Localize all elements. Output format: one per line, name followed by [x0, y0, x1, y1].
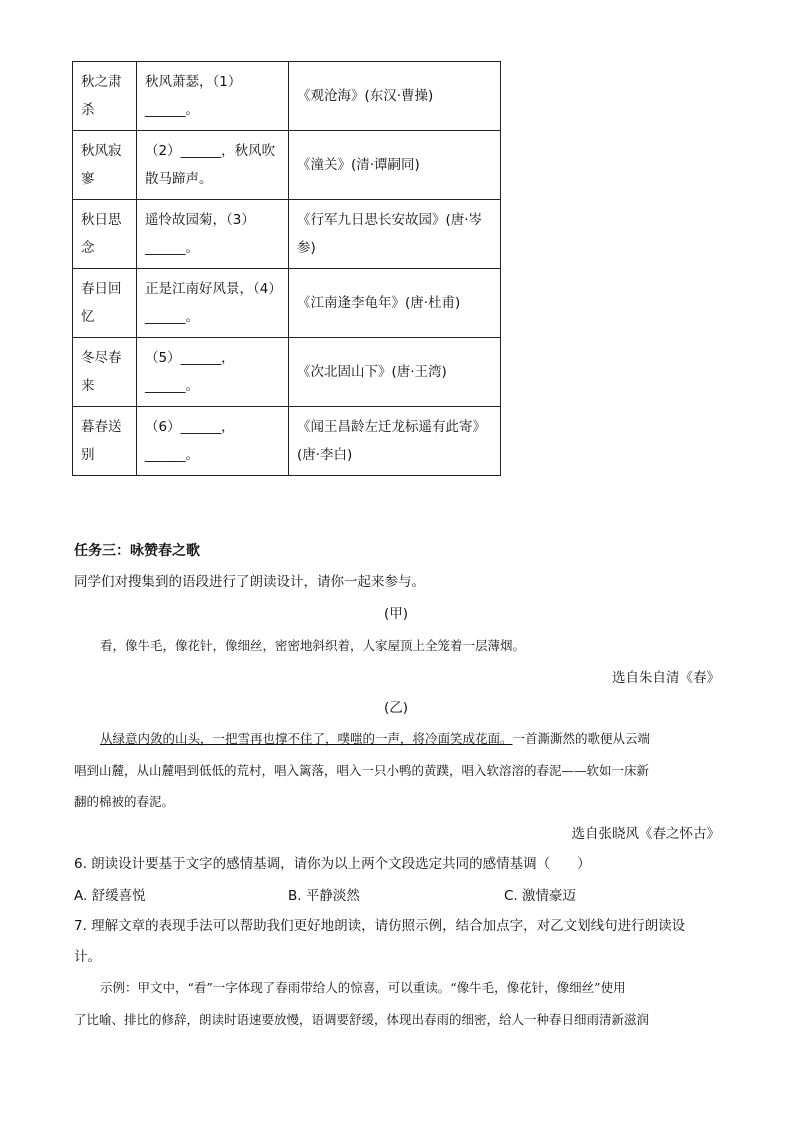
task-heading: 任务三：咏赞春之歌: [74, 543, 200, 559]
option-a: A. 舒缓喜悦: [74, 888, 146, 904]
theme-cell: 秋日思念: [73, 200, 137, 269]
option-b: B. 平静淡然: [288, 888, 360, 904]
question-7-line1: 7. 理解文章的表现手法可以帮助我们更好地朗读，请仿照示例，结合加点字，对乙文划线句进行朗读设: [74, 918, 686, 934]
theme-cell: 秋之肃杀: [73, 62, 137, 131]
table-row: [73, 62, 501, 131]
line-cell: 正是江南好风景，（4）______。: [137, 269, 289, 338]
table-row: [73, 200, 501, 269]
source-cell: 《江南逢李龟年》(唐·杜甫): [289, 269, 501, 338]
line-cell: 秋风萧瑟，（1）______。: [137, 62, 289, 131]
source-cell: 《闻王昌龄左迁龙标遥有此寄》(唐·李白): [289, 407, 501, 476]
source-cell: 《潼关》(清·谭嗣同): [289, 131, 501, 200]
example-line1: 示例：甲文中，“看”一字体现了春雨带给人的惊喜，可以重读。“像牛毛，像花针，像细丝”使用: [100, 980, 626, 995]
passage-yi-line1-rest: 一首澌澌然的歌便从云端: [512, 731, 651, 746]
option-c: C. 激情豪迈: [504, 888, 577, 904]
passage-yi-line3: 翻的棉被的春泥。: [74, 794, 175, 809]
example-line2: 了比喻、排比的修辞，朗读时语速要放慢，语调要舒缓，体现出春雨的细密，给人一种春日细雨清新滋润: [74, 1012, 650, 1027]
line-cell: （6）______，______。: [137, 407, 289, 476]
passage-jia-source: 选自朱自清《春》: [612, 670, 720, 686]
line-cell: 遥怜故园菊，（3）______。: [137, 200, 289, 269]
question-7-line2: 计。: [74, 949, 101, 965]
underlined-sentence: 从绿意内敛的山头，一把雪再也撑不住了，噗嗤的一声，将冷面笑成花面。: [100, 731, 513, 746]
passage-yi-source: 选自张晓风《春之怀古》: [571, 826, 720, 842]
passage-yi-line1: [100, 729, 650, 747]
passage-yi-label: (乙): [384, 700, 409, 716]
passage-jia-text: 看，像牛毛，像花针，像细丝，密密地斜织着，人家屋顶上全笼着一层薄烟。: [100, 638, 526, 653]
source-cell: 《观沧海》(东汉·曹操): [289, 62, 501, 131]
theme-cell: 春日回忆: [73, 269, 137, 338]
theme-cell: 暮春送别: [73, 407, 137, 476]
table-row: [73, 407, 501, 476]
task-intro: 同学们对搜集到的语段进行了朗读设计，请你一起来参与。: [74, 574, 425, 590]
passage-yi-line2: 唱到山麓，从山麓唱到低低的荒村，唱入篱落，唱入一只小鸭的黄蹼，唱入软溶溶的春泥——软如一床新: [74, 763, 650, 778]
source-cell: 《次北固山下》(唐·王湾): [289, 338, 501, 407]
passage-jia-label: (甲): [384, 606, 409, 622]
table-row: [73, 269, 501, 338]
theme-cell: 冬尽春来: [73, 338, 137, 407]
theme-cell: 秋风寂寥: [73, 131, 137, 200]
table-row: [73, 338, 501, 407]
line-cell: （2）______，秋风吹散马蹄声。: [137, 131, 289, 200]
poem-table: [72, 61, 501, 476]
question-6: 6. 朗读设计要基于文字的感情基调，请你为以上两个文段选定共同的感情基调（ ）: [74, 856, 591, 872]
table-row: [73, 131, 501, 200]
source-cell: 《行军九日思长安故园》(唐·岑参): [289, 200, 501, 269]
line-cell: （5）______，______。: [137, 338, 289, 407]
